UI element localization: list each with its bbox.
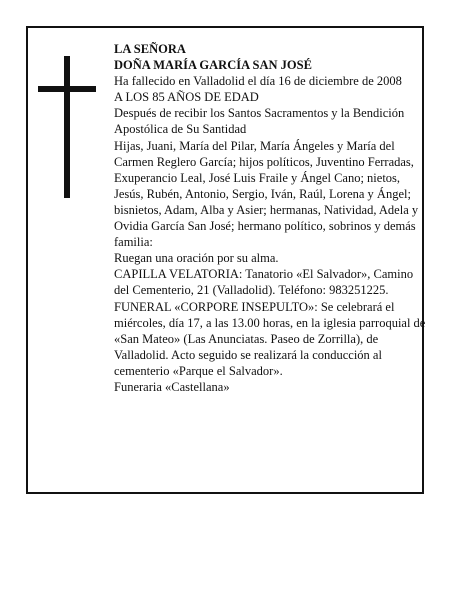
cross-icon: [38, 56, 96, 198]
funeral-info: FUNERAL «CORPORE INSEPULTO»: Se celebrará el miércoles, día 17, a las 13.00 horas, en la iglesia parroquial de «San Mateo» (Las Anunciatas. Paseo de Zorrilla), de Valladolid. Acto seguido se realizará la conducción al cementerio «Parque el Salvador».: [114, 299, 426, 378]
title-line-1: LA SEÑORA: [114, 42, 186, 56]
funeral-home: Funeraria «Castellana»: [114, 379, 230, 394]
age-line: A LOS 85 AÑOS DE EDAD: [114, 90, 259, 105]
notice-text: [114, 41, 426, 395]
chapel-info: CAPILLA VELATORIA: Tanatorio «El Salvador», Camino del Cementerio, 21 (Valladolid). Teléfono: 983251225.: [114, 267, 414, 298]
sacraments-line: Después de recibir los Santos Sacramentos y la Bendición Apostólica de Su Santidad: [114, 106, 405, 137]
cross-vertical-bar: [64, 56, 70, 198]
death-info: Ha fallecido en Valladolid el día 16 de diciembre de 2008: [114, 74, 402, 89]
prayer-line: Ruegan una oración por su alma.: [114, 251, 279, 266]
obituary-notice: [26, 26, 424, 494]
cross-horizontal-bar: [38, 86, 96, 92]
deceased-name: DOÑA MARÍA GARCÍA SAN JOSÉ: [114, 58, 312, 73]
family-list: Hijas, Juani, María del Pilar, María Ángeles y María del Carmen Reglero García; hijos políticos, Juventino Ferradas, Exuperancio Leal, José Luis Fraile y Ángel Cano; nietos, Jesús, Rubén, Antonio, Sergio, Iván, Raúl, Lorena y Ángel; bisnietos, Adam, Alba y Asier; hermanas, Natividad, Adela y Ovidia García San José; hermano político, sobrinos y demás familia:: [114, 138, 419, 250]
